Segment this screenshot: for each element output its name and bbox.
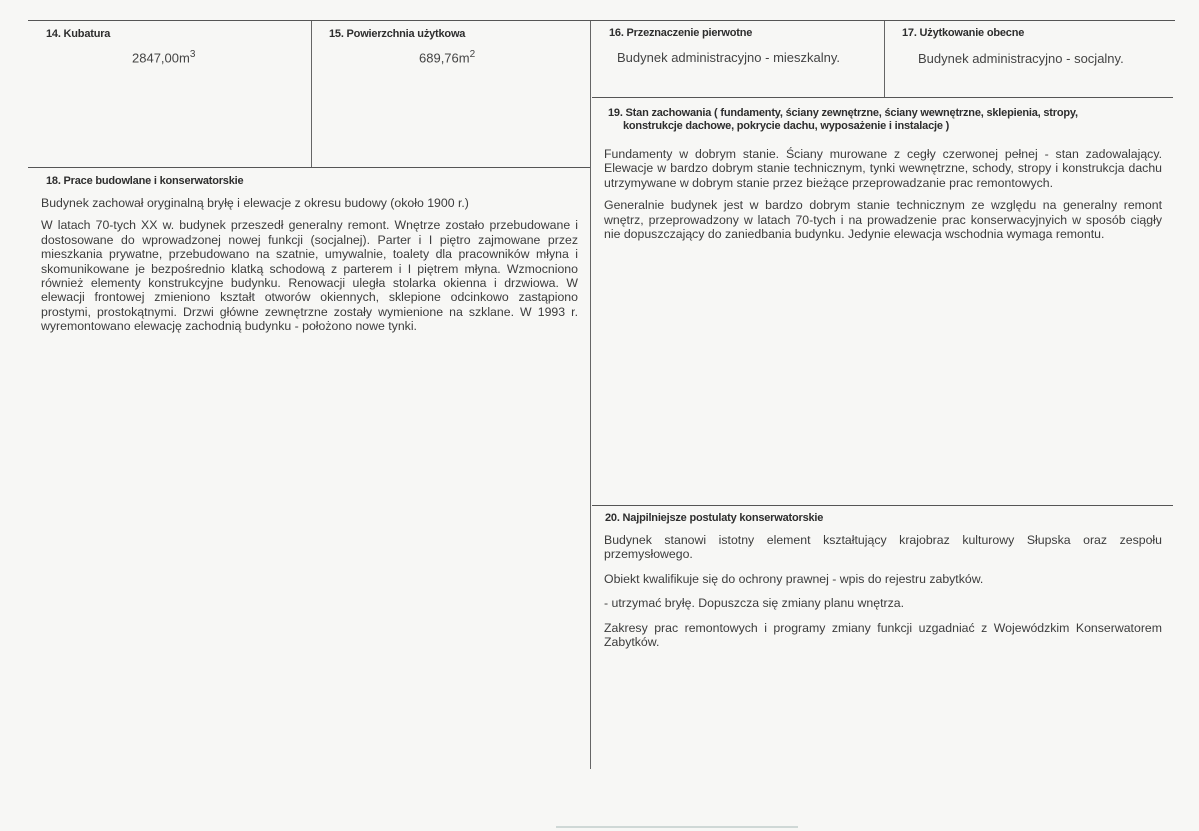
powierzchnia-value: [419, 49, 475, 65]
uzytkowanie-value: Budynek administracyjno - socjalny.: [918, 51, 1124, 66]
kubatura-number: 2847,00m: [132, 50, 190, 66]
rule-section-19: [592, 97, 1173, 98]
stan-label: [608, 107, 1078, 133]
postulaty-text: [604, 533, 1162, 657]
prace-text: [41, 196, 578, 342]
stan-paragraph: Fundamenty w dobrym stanie. Ściany murowane z cegły czerwonej pełnej - stan zadowalający. Elewacje w bardzo dobrym stanie technicznym, tynki wewnętrzne, schody, stropy i konstrukcja dachu utrzymywane w dobrym stanie przez bieżące przeprowadzanie prac remontowych.: [604, 147, 1162, 190]
przeznaczenie-label: 16. Przeznaczenie pierwotne: [609, 27, 753, 39]
postulaty-paragraph: Budynek stanowi istotny element kształtujący krajobraz kulturowy Słupska oraz zespołu przemysłowego.: [604, 533, 1162, 562]
divider-main: [590, 21, 591, 769]
kubatura-unit-exponent: 3: [189, 49, 196, 60]
powierzchnia-unit-exponent: 2: [469, 49, 476, 60]
prace-label: 18. Prace budowlane i konserwatorskie: [46, 175, 244, 187]
footer-mark: [556, 826, 798, 828]
divider-16-17: [884, 21, 885, 97]
powierzchnia-number: 689,76m: [419, 50, 470, 66]
stan-text: [604, 147, 1162, 249]
postulaty-paragraph: - utrzymać bryłę. Dopuszcza się zmiany planu wnętrza.: [604, 596, 905, 611]
stan-label-line-1: 19. Stan zachowania ( fundamenty, ściany zewnętrzne, ściany wewnętrzne, sklepienia, stropy,: [608, 107, 1078, 119]
stan-label-line-2: konstrukcje dachowe, pokrycie dachu, wyposażenie i instalacje ): [623, 120, 950, 132]
postulaty-label: 20. Najpilniejsze postulaty konserwatorskie: [605, 512, 824, 524]
rule-section-20: [592, 505, 1173, 506]
prace-paragraph: Budynek zachował oryginalną bryłę i elewacje z okresu budowy (około 1900 r.): [41, 196, 469, 210]
prace-paragraph: W latach 70-tych XX w. budynek przeszedł generalny remont. Wnętrze zostało przebudowane i dostosowane do wprowadzonej nowej funkcji (socjalnej). Parter i I piętro zajmowane przez mieszkania prywatne, przebudowano na szatnie, umywalnie, toalety dla pracowników młyna i skomunikowane je bezpośrednio klatką schodową z parterem i I piętrem młyna. Wzmocniono również elementy konstrukcyjne budynku. Renowacji uległa stolarka okienna i drzwiowa. W elewacji frontowej zmieniono kształt otworów okiennych, sklepione odcinkowo zastąpiono prostymi, prostokątnymi. Drzwi główne zewnętrzne zostały wymienione na szklane. W 1993 r. wyremontowano elewację zachodnią budynku - położono nowe tynki.: [41, 218, 578, 334]
przeznaczenie-value: Budynek administracyjno - mieszkalny.: [617, 50, 841, 65]
top-rule: [28, 20, 1175, 21]
uzytkowanie-label: 17. Użytkowanie obecne: [902, 27, 1025, 39]
kubatura-value: [132, 49, 195, 65]
stan-paragraph: Generalnie budynek jest w bardzo dobrym stanie technicznym ze względu na generalny remont wnętrz, przeprowadzony w latach 70-tych i na prowadzenie prac konserwacyjnyich w sposób ciągły nie dopuszczający do zaniedbania budynku. Jedynie elewacja wschodnia wymaga remontu.: [604, 198, 1162, 242]
powierzchnia-label: 15. Powierzchnia użytkowa: [329, 28, 466, 40]
postulaty-paragraph: Zakresy prac remontowych i programy zmiany funkcji uzgadniać z Wojewódzkim Konserwatorem Zabytków.: [604, 620, 1162, 650]
divider-14-15: [311, 21, 312, 167]
postulaty-paragraph: Obiekt kwalifikuje się do ochrony prawnej - wpis do rejestru zabytków.: [604, 571, 984, 586]
rule-section-18: [28, 167, 590, 168]
kubatura-label: 14. Kubatura: [46, 28, 111, 40]
